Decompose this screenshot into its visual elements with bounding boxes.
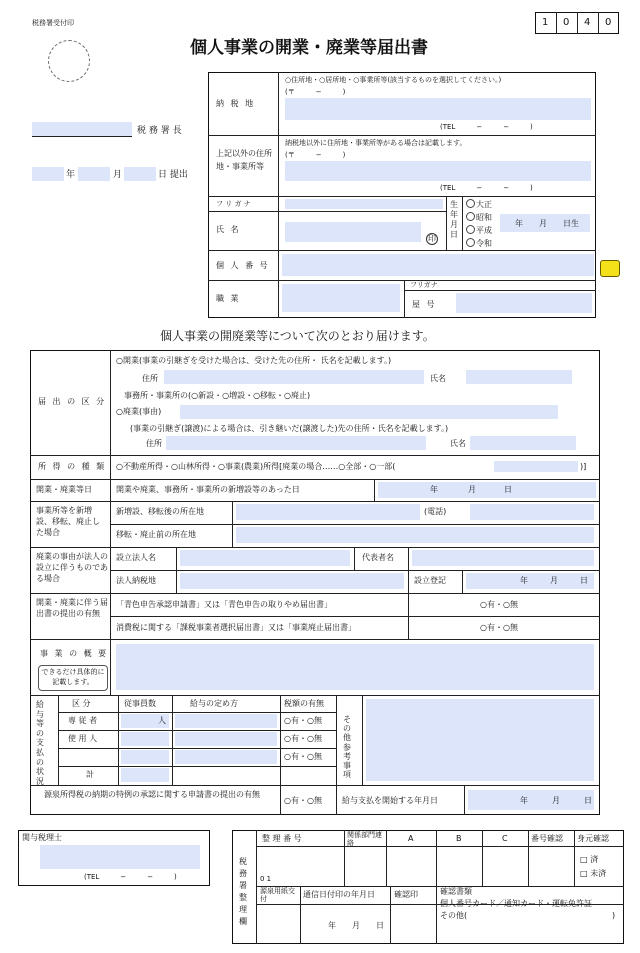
other-postal: (〒 − )	[285, 151, 346, 159]
kyuyo-row-total: 計	[86, 770, 94, 779]
era-showa[interactable]: 昭和	[466, 212, 492, 222]
seal-mark: 印	[428, 234, 436, 243]
start-unit-year: 年	[520, 796, 528, 805]
bango-kakunin-label: 番号確認	[531, 834, 563, 843]
move-new-field[interactable]	[236, 504, 420, 520]
date-unit-day: 日	[504, 485, 512, 494]
blank-method-field[interactable]	[175, 750, 277, 764]
corp-label: 廃業の事由が法人の設立に伴うものである場合	[36, 552, 108, 584]
related-1-umu[interactable]: ○有・○無	[480, 600, 518, 609]
trade-furigana-label: フリガナ	[410, 281, 438, 289]
corp-unit-year: 年	[520, 576, 528, 585]
office-use-label: 税務署整理欄	[239, 857, 247, 926]
kaigyo-address-field[interactable]	[164, 370, 424, 384]
corp-name-field[interactable]	[180, 550, 350, 566]
submit-day-label: 日 提出	[158, 170, 188, 180]
other-address-note: 納税地以外に住所地・事業所等がある場合は記載します。	[285, 139, 467, 147]
era-heisei[interactable]: 平成	[466, 225, 492, 235]
haigyo-name-field[interactable]	[470, 436, 576, 450]
shotoku-end: )]	[580, 462, 587, 471]
kyuyo-row-shiyonin: 使 用 人	[68, 734, 98, 743]
related-1-label: 「青色申告承認申請書」又は「青色申告の取りやめ届出書」	[116, 600, 332, 609]
tax-office-suffix: 税 務 署 長	[137, 126, 182, 136]
job-field[interactable]	[282, 284, 400, 312]
other-address-label: 上記以外の住所地・事業所等	[216, 149, 272, 171]
kyuyo-header-kubun: 区 分	[72, 699, 91, 708]
related-2-label: 消費税に関する「課税事業者選択届出書」又は「事業廃止届出書」	[116, 623, 356, 632]
tsushin-label: 通信日付印の年月日	[303, 890, 375, 899]
name-label: 氏 名	[216, 225, 241, 234]
corp-rep-field[interactable]	[412, 550, 594, 566]
kyuyo-start-field[interactable]	[468, 790, 594, 810]
sonota-end: )	[612, 911, 616, 920]
kyuyo-header-count: 従事員数	[124, 699, 156, 708]
senju-tax-umu[interactable]: ○有・○無	[284, 716, 322, 725]
kubun-label: 届 出 の 区 分	[38, 397, 107, 406]
gaiyo-note: できるだけ具体的に記載します。	[38, 665, 108, 691]
kaigyo-name-field[interactable]	[466, 370, 572, 384]
tsushin-day: 日	[376, 921, 384, 930]
corp-addr-field[interactable]	[180, 573, 404, 589]
col-a: A	[408, 834, 414, 843]
senju-method-field[interactable]	[175, 714, 277, 728]
submit-month-label: 月	[113, 170, 123, 180]
tax-accountant-tel: (TEL − − )	[84, 873, 177, 881]
form-title: 個人事業の開業・廃業等届出書	[190, 38, 428, 58]
birth-units: 年 月 日生	[515, 219, 579, 228]
kaigyo-option[interactable]: ○開業(事業の引継ぎを受けた場合は、受けた先の住所・ 氏名を記載します。)	[116, 356, 392, 365]
address-tel: (TEL − − )	[440, 123, 533, 131]
start-unit-day: 日	[584, 796, 592, 805]
zero-one: 0 1	[260, 875, 272, 883]
kyuyo-header-tax: 税額の有無	[284, 699, 324, 708]
kyuyo-label: 給与等の支払の状況	[36, 700, 44, 786]
address-option[interactable]: ○住所地・○居所地・○事業所等(該当するものを選択してください。)	[285, 76, 502, 84]
shiyonin-count-field[interactable]	[121, 732, 169, 746]
sonota-label: その他(	[440, 911, 468, 920]
era-taisho[interactable]: 大正	[466, 199, 492, 209]
other-ref-field[interactable]	[366, 699, 594, 781]
address-postal: (〒 − )	[285, 88, 346, 96]
blank-tax-umu[interactable]: ○有・○無	[284, 752, 322, 761]
job-label: 職 業	[216, 294, 241, 303]
address-label: 納 税 地	[216, 99, 256, 108]
card-list: 個人番号カード／通知カード・運転免許証	[440, 899, 592, 908]
gaiyo-field[interactable]	[116, 644, 594, 690]
mynumber-label: 個 人 番 号	[216, 261, 270, 270]
related-label: 開業・廃業に伴う届出書の提出の有無	[36, 598, 108, 619]
kaigyo-name-label: 氏名	[430, 374, 446, 383]
haigyo-note: (事業の引継ぎ(譲渡)による場合は、引き継いだ(譲渡した)先の住所・氏名を記載します。)	[130, 424, 449, 433]
other-tel: (TEL − − )	[440, 184, 533, 192]
gaiyo-label: 事 業 の 概 要	[40, 649, 109, 658]
col-c: C	[502, 834, 508, 843]
total-count-field[interactable]	[121, 768, 169, 782]
start-unit-month: 月	[552, 796, 560, 805]
move-new-label: 新増設、移転後の所在地	[116, 507, 204, 516]
date-unit-month: 月	[468, 485, 476, 494]
date-unit-year: 年	[430, 485, 438, 494]
corp-reg-field[interactable]	[466, 573, 594, 589]
tsushin-month: 月	[352, 921, 360, 930]
shiyonin-tax-umu[interactable]: ○有・○無	[284, 734, 322, 743]
tax-accountant-label: 関与税理士	[22, 833, 62, 842]
address-field[interactable]	[285, 98, 591, 120]
kakunin-shorui-label: 確認書類	[440, 887, 472, 896]
notice-text: 個人事業の開廃業等について次のとおり届けます。	[160, 329, 435, 343]
code-digit: 0	[605, 17, 612, 28]
trade-name-field[interactable]	[456, 293, 592, 313]
submit-year-label: 年	[66, 170, 76, 180]
date-field[interactable]	[378, 482, 596, 498]
submit-day-field[interactable]	[124, 167, 156, 181]
code-digit: 0	[563, 17, 570, 28]
related-2-umu[interactable]: ○有・○無	[480, 623, 518, 632]
date-label: 開業・廃業等日	[36, 485, 92, 494]
move-tel-field[interactable]	[470, 504, 594, 520]
blank-count-field[interactable]	[121, 750, 169, 764]
seiri-label: 整 理 番 号	[262, 834, 302, 843]
corp-name-label: 設立法人名	[116, 553, 156, 562]
corp-rep-label: 代表者名	[362, 553, 394, 562]
bumon-label: 関係部門連 絡	[347, 831, 382, 847]
senju-count-unit: 人	[158, 716, 166, 725]
tsushin-year: 年	[328, 921, 336, 930]
shotoku-label: 所 得 の 種 類	[38, 462, 107, 471]
submit-year-field[interactable]	[32, 167, 64, 181]
other-ref-label: その他参考事項	[343, 715, 351, 780]
date-text: 開業や廃業、事務所・事業所の新増設等のあった日	[116, 485, 300, 494]
name-field[interactable]	[285, 222, 421, 242]
col-b: B	[456, 834, 462, 843]
haigyo-address-label: 住所	[146, 439, 162, 448]
mimoto-label: 身元確認	[577, 834, 609, 843]
code-digit: 1	[542, 17, 549, 28]
shotoku-part-field[interactable]	[494, 461, 578, 472]
move-label: 事業所等を新増設、移転、廃止した場合	[36, 506, 100, 538]
tax-office-field[interactable]	[32, 122, 132, 136]
kyuyo-row-senju: 専 従 者	[68, 716, 98, 725]
shotoku-options[interactable]: ○不動産所得・○山林所得・○事業(農業)所得[廃業の場合……○全部・○一部(	[116, 462, 396, 471]
haigyo-option[interactable]: ○廃業(事由)	[116, 407, 162, 416]
kakunin-in-label: 確認印	[394, 890, 418, 899]
receipt-stamp-circle	[48, 40, 90, 82]
birth-label: 生年月日	[450, 200, 458, 239]
receipt-stamp-label: 税務署受付印	[32, 19, 74, 27]
move-tel-label: (電話)	[424, 507, 447, 516]
submit-month-field[interactable]	[78, 167, 110, 181]
furigana-label: フ リ ガ ナ	[216, 200, 251, 208]
code-digit: 4	[584, 17, 591, 28]
shiyonin-method-field[interactable]	[175, 732, 277, 746]
kyuyo-start-label: 給与支払を開始する年月日	[342, 796, 438, 805]
move-old-label: 移転・廃止前の所在地	[116, 530, 196, 539]
trade-name-label: 屋 号	[412, 300, 437, 309]
other-address-field[interactable]	[285, 161, 591, 181]
move-old-field[interactable]	[236, 527, 594, 543]
gensen-umu[interactable]: ○有・○無	[284, 796, 322, 805]
kaigyo-address-label: 住所	[142, 374, 158, 383]
haigyo-name-label: 氏名	[450, 439, 466, 448]
corp-unit-day: 日	[580, 576, 588, 585]
misumi-option[interactable]: □ 未済	[580, 869, 607, 878]
jigyosho-option[interactable]: 事務所・事業所の(○新設・○増設・○移転・○廃止)	[124, 391, 311, 400]
gensen-kofu-label: 源泉用紙交 付	[260, 887, 295, 903]
kyuyo-header-method: 給与の定め方	[190, 699, 238, 708]
comment-icon[interactable]	[600, 260, 620, 277]
haigyo-address-field[interactable]	[166, 436, 426, 450]
gensen-label: 源泉所得税の納期の特例の承認に関する申請書の提出の有無	[44, 790, 260, 799]
era-reiwa[interactable]: 令和	[466, 238, 492, 248]
sumi-option[interactable]: □ 済	[580, 855, 599, 864]
corp-addr-label: 法人納税地	[116, 576, 156, 585]
haigyo-reason-field[interactable]	[180, 405, 558, 419]
tax-accountant-field[interactable]	[40, 845, 200, 869]
corp-unit-month: 月	[550, 576, 558, 585]
furigana-field[interactable]	[285, 199, 443, 209]
corp-reg-label: 設立登記	[414, 576, 446, 585]
